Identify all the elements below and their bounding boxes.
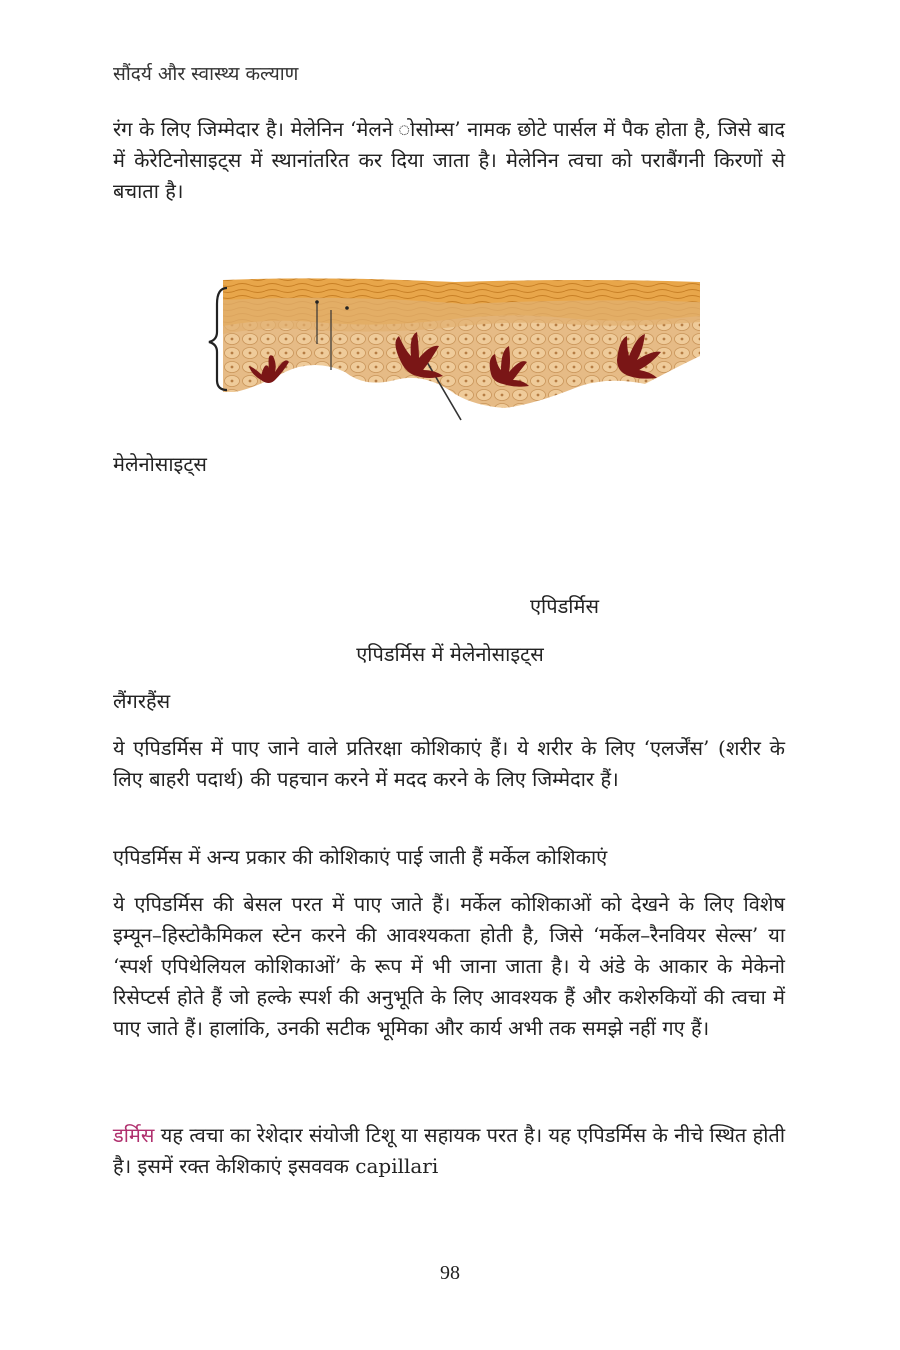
epidermis-illustration	[205, 276, 700, 422]
figure-caption: एपिडर्मिस में मेलेनोसाइट्स	[356, 642, 544, 666]
running-head: सौंदर्य और स्वास्थ्य कल्याण	[113, 63, 299, 85]
epidermis-figure	[205, 276, 700, 422]
page-number: 98	[440, 1262, 460, 1284]
dermis-body: यह त्वचा का रेशेदार संयोजी टिशू या सहायक परत है। यह एपिडर्मिस के नीचे स्थित होती है। इसमें रक्त केशिकाएं इसववक capillari	[113, 1123, 785, 1178]
paragraph-melanin: रंग के लिए जिम्मेदार है। मेलेनिन ‘मेलने ोसोम्स’ नामक छोटे पार्सल में पैक होता है, जिसे बाद में केरेटिनोसाइट्स में स्थानांतरित कर दिया जाता है। मेलेनिन त्वचा को पराबैंगनी किरणों से बचाता है।	[113, 117, 785, 203]
paragraph-merkel: ये एपिडर्मिस की बेसल परत में पाए जाते हैं। मर्केल कोशिकाओं को देखने के लिए विशेष इम्यून–हिस्टोकैमिकल स्टेन करने की आवश्यकता होती है, जिसे ‘मर्केल–रैनवियर सेल्स’ या ‘स्पर्श एपिथेलियल कोशिकाओं’ के रूप में भी जाना जाता है। ये अंडे के आकार के मेकेनो रिसेप्टर्स होते हैं जो हल्के स्पर्श की अनुभूति के लिए आवश्यक हैं और कशेरुकियों की त्वचा में पाए जाते हैं। हालांकि, उनकी सटीक भूमिका और कार्य अभी तक समझे नहीं गए हैं।	[113, 892, 785, 1040]
merkel-intro: एपिडर्मिस में अन्य प्रकार की कोशिकाएं पाई जाती हैं मर्केल कोशिकाएं	[113, 845, 608, 869]
heading-langerhans: लैंगरहैंस	[113, 689, 171, 713]
paragraph-dermis	[113, 1120, 785, 1182]
dermis-term: डर्मिस	[113, 1123, 155, 1147]
paragraph-langerhans: ये एपिडर्मिस में पाए जाने वाले प्रतिरक्षा कोशिकाएं हैं। ये शरीर के लिए ‘एलर्जेंस’ (शरीर के लिए बाहरी पदार्थ) की पहचान करने में मदद करने के लिए जिम्मेदार हैं।	[113, 736, 785, 791]
figure-label-melanocytes: मेलेनोसाइट्स	[113, 452, 207, 476]
figure-label-epidermis: एपिडर्मिस	[530, 594, 599, 618]
